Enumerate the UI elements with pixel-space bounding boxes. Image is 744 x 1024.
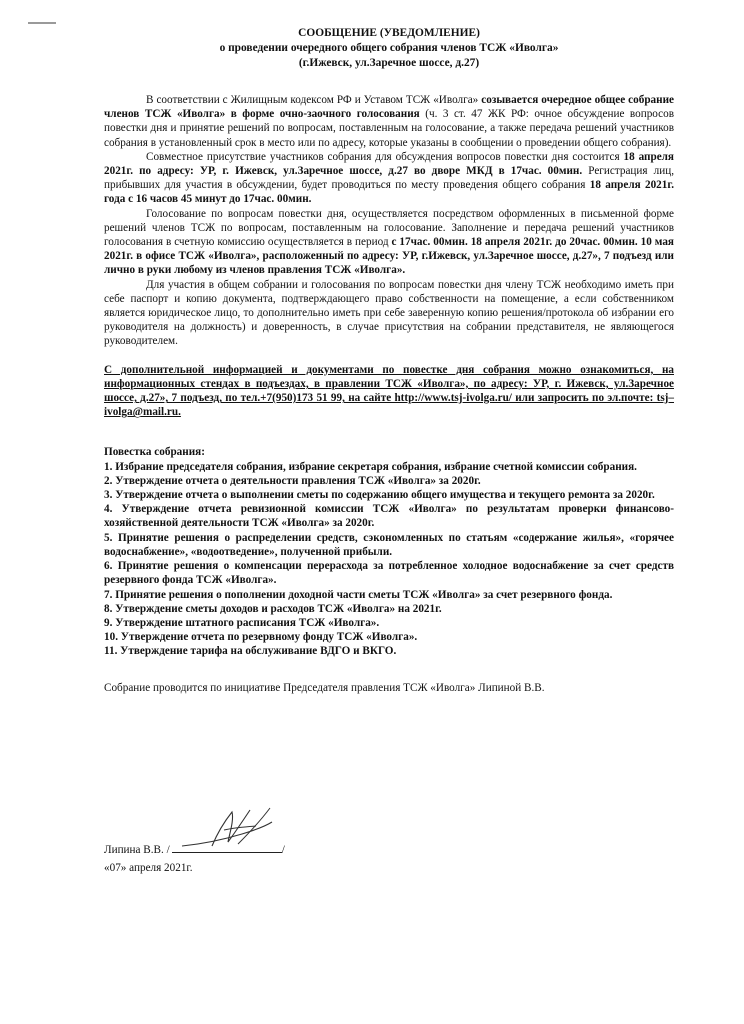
paragraph-legal-basis: В соответствии с Жилищным кодексом РФ и Уставом ТСЖ «Иволга» созывается очередное общее собрание членов ТСЖ «Иволга» в форме очно-заочного голосования (ч. 3 ст. 47 ЖК РФ: очное обсуждение вопросов повестки дня и принятие решений по вопросам, поставленным на голосование, а также передача решений участников собрания в установленный срок в место или по адресу, которые указаны в сообщении о проведении общего собрания). [104,94,674,149]
document-title: СООБЩЕНИЕ (УВЕДОМЛЕНИЕ) [298,27,480,39]
agenda-item: 6. Принятие решения о компенсации перерасхода за потребленное холодное водоснабжение за счет средств резервного фонда ТСЖ «Иволга». [104,560,674,587]
agenda-item: 11. Утверждение тарифа на обслуживание ВДГО и ВКГО. [104,645,397,658]
agenda-item: 3. Утверждение отчета о выполнении сметы по содержанию общего имущества и текущего ремонта за 2020г. [104,489,655,502]
agenda-item: 4. Утверждение отчета ревизионной комиссии ТСЖ «Иволга» по результатам проверки финансово-хозяйственной деятельности ТСЖ «Иволга» за 2020г. [104,503,674,530]
agenda-item: 2. Утверждение отчета о деятельности правления ТСЖ «Иволга» за 2020г. [104,474,481,487]
handwritten-signature [172,800,282,856]
document-subtitle: о проведении очередного общего собрания членов ТСЖ «Иволга» [219,42,559,54]
document-page [104,26,674,695]
signature-close: / [281,844,285,856]
paragraph-additional-info: С дополнительной информацией и документами по повестке дня собрания можно ознакомиться, на информационных стендах в подъездах, в правлении ТСЖ «Иволга», по адресу: УР, г. Ижевск, ул.Заречное шоссе, д.27», 7 подъезд, по тел.+7(950)173 51 99, на сайте http://www.tsj-ivolga.ru/ или запросить по эл.почте: tsj–ivolga@mail.ru. [104,363,674,419]
agenda-item: 10. Утверждение отчета по резервному фонду ТСЖ «Иволга». [104,631,418,644]
agenda-title: Повестка собрания: [104,446,205,459]
agenda-list [104,460,674,659]
scan-mark [28,22,56,24]
agenda-item: 8. Утверждение сметы доходов и расходов ТСЖ «Иволга» на 2021г. [104,602,442,615]
initiative-statement: Собрание проводится по инициативе Председателя правления ТСЖ «Иволга» Липиной В.В. [104,681,545,694]
agenda-item: 9. Утверждение штатного расписания ТСЖ «Иволга». [104,616,380,629]
paragraph-meeting-time: Совместное присутствие участников собрания для обсуждения вопросов повестки дня состоится 18 апреля 2021г. по адресу: УР, г. Ижевск, ул.Заречное шоссе, д.27 во дворе МКД в 17час. 00мин. Регистрация лиц, прибывших для участия в обсуждении, будет проводиться по месту проведения общего собрания 18 апреля 2021г. года с 16 часов 45 минут до 17час. 00мин. [104,150,674,206]
paragraph-requirements: Для участия в общем собрании и голосования по вопросам повестки дня члену ТСЖ необходимо иметь при себе паспорт и копию документа, подтверждающего право собственности на помещение, а если собственником является юридическое лицо, то дополнительно иметь при себе заверенную копию решения/протокола об избрании его руководителя на должность) и доверенность, в случае присутствия на собрании представителя, не являющегося руководителем. [104,278,674,348]
agenda-item: 1. Избрание председателя собрания, избрание секретаря собрания, избрание счетной комиссии собрания. [104,460,637,473]
document-address: (г.Ижевск, ул.Заречное шоссе, д.27) [298,57,480,69]
paragraph-voting: Голосование по вопросам повестки дня, осуществляется посредством оформленных в письменной форме решений членов ТСЖ по вопросам, поставленным на голосование. Заполнение и передача решений участников голосования в счетную комиссию осуществляется в период с 17час. 00мин. 18 апреля 2021г. до 20час. 00мин. 10 мая 2021г. в офисе ТСЖ «Иволга», расположенный по адресу: УР, г.Ижевск, ул.Заречное шоссе, д.27», 7 подъезд или лично в руки любому из членов правления ТСЖ «Иволга». [104,207,674,277]
agenda-item: 7. Принятие решения о пополнении доходной части сметы ТСЖ «Иволга» за счет резервного фонда. [104,588,613,601]
agenda-item: 5. Принятие решения о распределении средств, сэкономленных по статьям «содержание жилья», «горячее водоснабжение», «водоотведение», полученной прибыли. [104,531,674,558]
signer-name: Липина В.В. / [104,844,170,856]
document-date: «07» апреля 2021г. [104,862,193,874]
